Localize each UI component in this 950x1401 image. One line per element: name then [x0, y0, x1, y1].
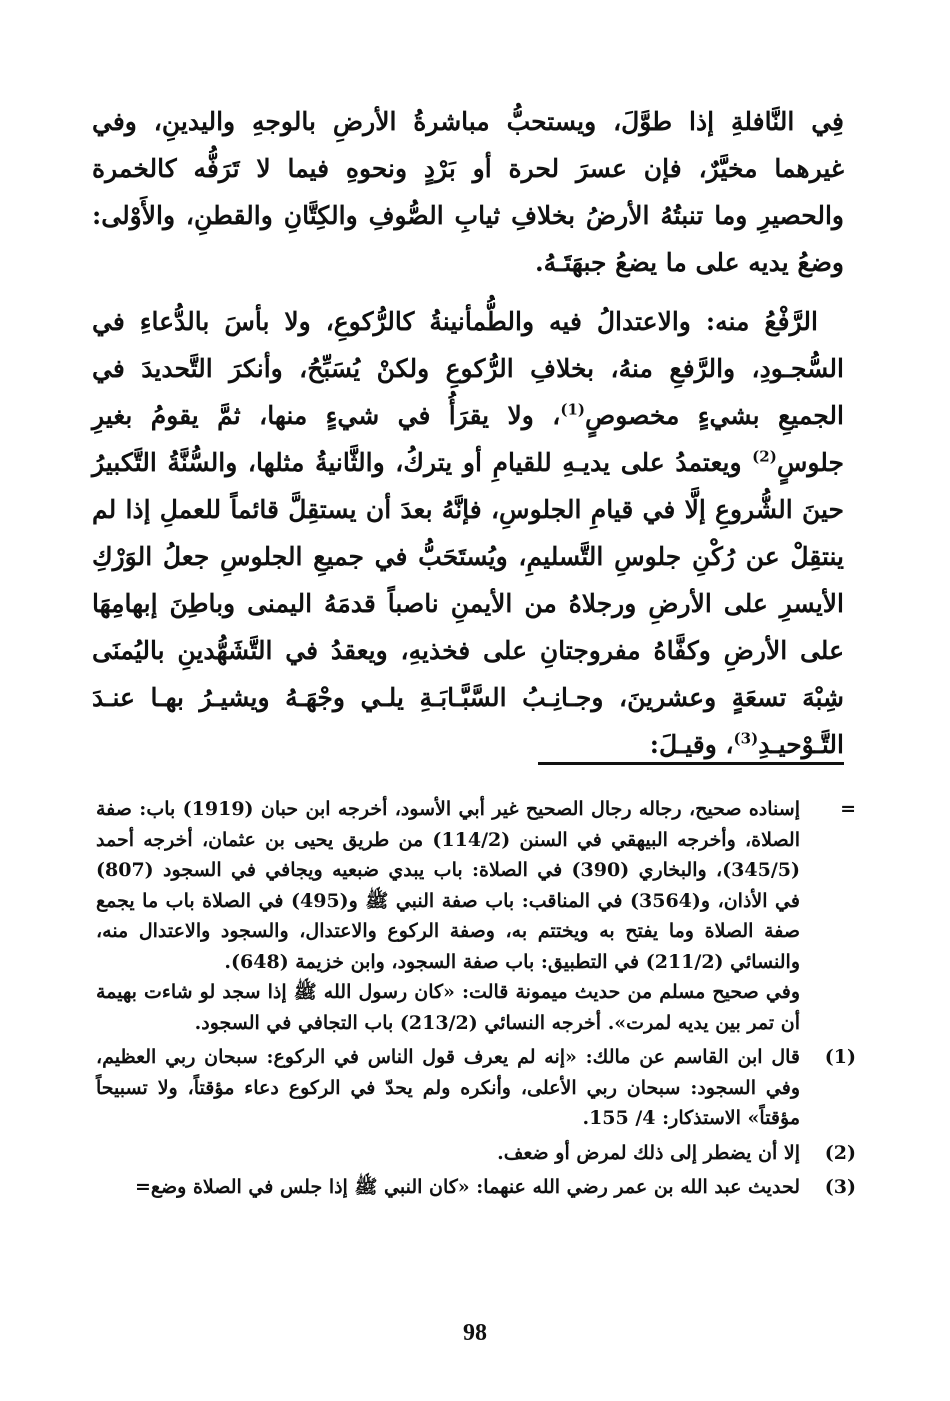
footnote-3	[96, 1172, 856, 1203]
footnote-continuation-mark: =	[840, 798, 856, 820]
footnote-2-text: إلا أن يضطر إلى ذلك لمرض أو ضعف.	[497, 1141, 800, 1164]
paragraph-2-lead: الرَّفْعُ منه:	[705, 307, 818, 336]
footnote-2	[96, 1138, 856, 1169]
footnote-continuation-text: إسناده صحيح، رجاله رجال الصحيح غير أبي الأسود، أخرجه ابن حبان (1919) باب: صفة الصلاة، وأخرجه البيهقي في السنن (114/2) من طريق يحيى بن عثمان، أخرجه أحمد (345/5)، والبخاري (390) في الصلاة: باب يبدي ضبعيه ويجافي في السجود (807) في الأذان، و(3564) في المناقب: باب صفة النبي ﷺ و(495) في الصلاة باب ما يجمع صفة الصلاة وما يفتح به ويختتم به، وصفة الركوع والاعتدال، والسجود والاعتدال منه، والنسائي (211/2) في التطبيق: باب صفة السجود، وابن خزيمة (648).	[96, 798, 800, 973]
main-text	[92, 98, 844, 780]
footnote-continuation-text-2: وفي صحيح مسلم من حديث ميمونة قالت: «كان رسول الله ﷺ إذا سجد لو شاءت بهيمة أن تمر بين يديه لمرت». أخرجه النسائي (213/2) باب التجافي في السجود.	[96, 981, 800, 1034]
paragraph-2-text-d: ، وقيـلَ:	[649, 730, 734, 759]
page-number: 98	[463, 1320, 487, 1346]
footnote-separator	[538, 762, 844, 765]
footnote-continuation	[96, 794, 856, 1038]
footnote-3-text: لحديث عبد الله بن عمر رضي الله عنهما: «كان النبي ﷺ إذا جلس في الصلاة وضع=	[135, 1176, 800, 1198]
paragraph-2-text-b: ، ولا يقرَأُ في شيءٍ منها، ثمَّ يقومُ بغيرِ جلوسٍ	[92, 401, 844, 477]
paragraph-2-text-a: والاعتدالُ فيه والطُّمأنينةُ كالرُّكوعِ، ولا بأسَ بالدُّعاءِ في السُّجـودِ، والرَّفعِ منهُ، بخلافِ الرُّكوعِ ولكنْ يُسَبِّحُ، وأنكرَ التَّحديدَ في الجميعِ بشيءٍ مخصوصٍ	[92, 307, 844, 430]
footnote-ref-3[interactable]: (3)	[733, 729, 759, 748]
footnote-2-mark: (2)	[824, 1141, 856, 1164]
footnote-ref-1[interactable]: (1)	[560, 400, 585, 419]
footnotes	[96, 794, 856, 1207]
footnote-3-mark: (3)	[824, 1176, 856, 1198]
paragraph-2	[92, 298, 844, 768]
footnote-1-mark: (1)	[824, 1046, 856, 1068]
paragraph-2-text-c: ويعتمدُ على يديـهِ للقيامِ أو يتركُ، والثَّانيةُ مثلها، والسُّنَّةُ التَّكبيرُ حينَ الشُّروعِ إلَّا في قيامِ الجلوسِ، فإنَّهُ بعدَ أن يستقِلَّ قائماً للعملِ إذا لم ينتقِلْ عن رُكْنِ جلوسِ التَّسليمِ، ويُستَحَبُّ في جميعِ الجلوسِ جعلُ الوَرْكِ الأيسرِ على الأرضِ ورجلاهُ من الأيمنِ ناصباً قدمَهُ اليمنى وباطِنَ إبهامِهَا على الأرضِ وكفَّاهُ مفروجتانِ على فخذيهِ، ويعقدُ في التَّشَهُّدينِ باليُمنَى شِبْهَ تسعَةٍ وعشرينَ، وجـانِـبُ السَّبَّـابَـةِ يلـي وجْهَـهُ ويشيـرُ بهـا عنـدَ التَّـوْحيـدِ	[92, 448, 844, 759]
footnote-1	[96, 1042, 856, 1134]
footnote-1-text: قال ابن القاسم عن مالك: «إنه لم يعرف قول الناس في الركوع: سبحان ربي العظيم، وفي السجود: سبحان ربي الأعلى، وأنكره ولم يحدّ في الركوع دعاء مؤقتاً، ولا تسبيحاً مؤقتاً» الاستذكار: 4/ 155.	[96, 1046, 800, 1129]
footnote-ref-2[interactable]: (2)	[752, 447, 777, 466]
paragraph-1: فِي النَّافلةِ إذا طوَّلَ، ويستحبُّ مباشرةُ الأرضِ بالوجهِ واليدينِ، وفي غيرهما مخيَّرٌ، فإن عسرَ لحرة أو بَرْدٍ ونحوهِ فيما لا تَرَفُّه كالخمرة والحصيرِ وما تنبتُهُ الأرضُ بخلافِ ثيابِ الصُّوفِ والكِتَّانِ والقطنِ، والأَوْلى: وضعُ يديه على ما يضعُ جبهَتَـهُ.	[92, 107, 844, 277]
